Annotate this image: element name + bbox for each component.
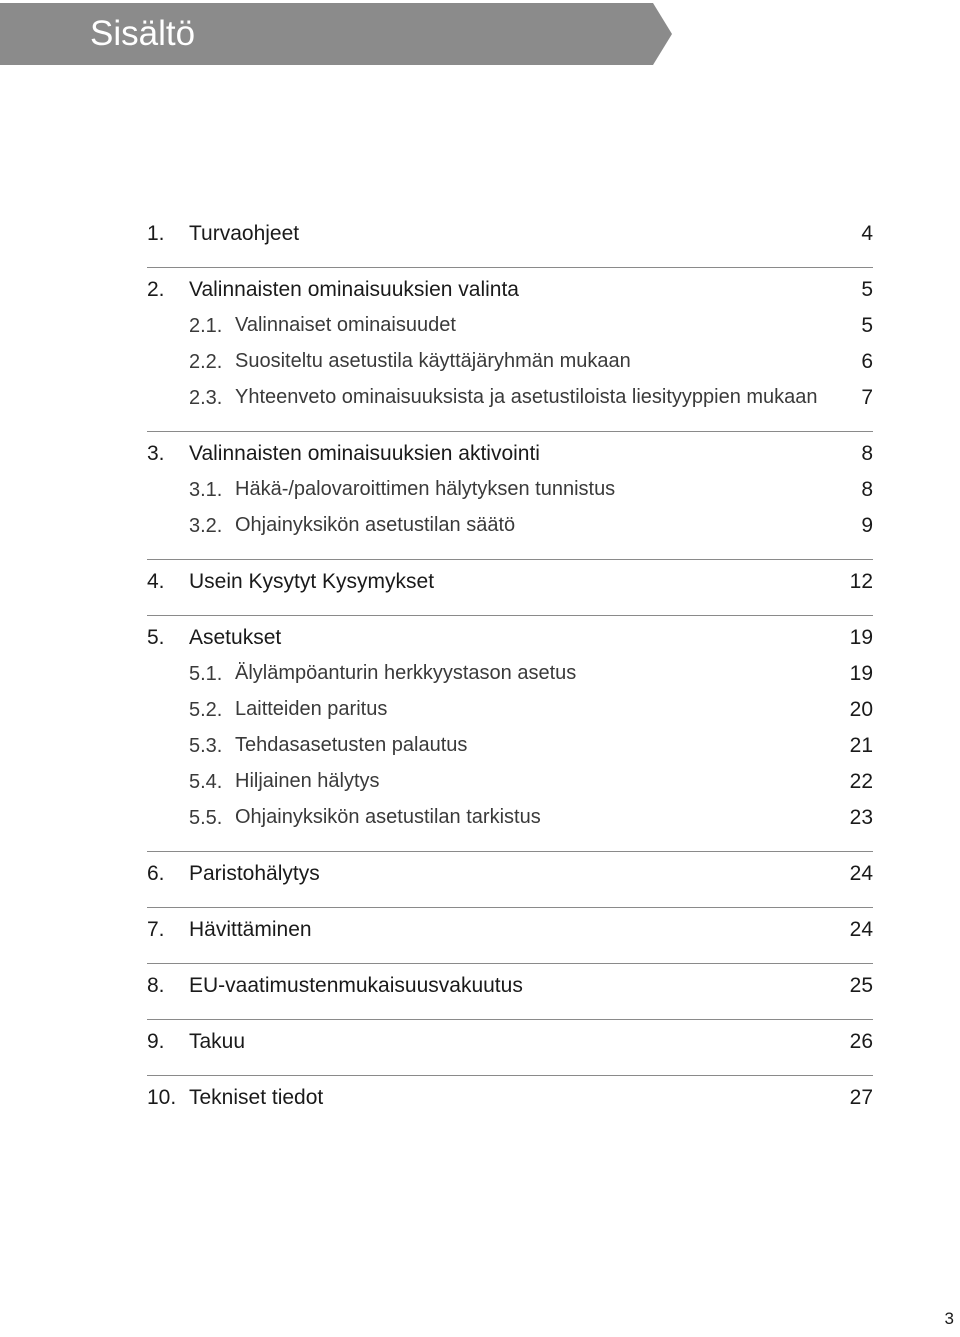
toc-section [147,268,873,432]
toc-entry-number: 8. [147,974,165,997]
toc-entry-number: 6. [147,862,165,885]
toc-subentry[interactable] [147,472,873,508]
toc-subentry-number: 5.5. [189,807,223,829]
toc-subentry-page: 9 [861,514,873,537]
toc-subentry[interactable] [147,764,873,800]
toc-entry-page: 5 [861,278,873,301]
toc-subentry-page: 19 [849,662,873,685]
toc-subentry[interactable] [147,728,873,764]
toc-entry-number: 1. [147,222,165,245]
toc-entry-page: 12 [849,570,873,593]
toc-entry-page: 4 [861,222,873,245]
toc-entry[interactable] [147,968,873,1004]
toc-entry-number: 3. [147,442,165,465]
toc-entry-number: 7. [147,918,165,941]
toc-entry[interactable] [147,620,873,656]
toc-subentry-number: 5.2. [189,699,223,721]
toc-entry[interactable] [147,272,873,308]
toc-subentry-title: Häkä-/palovaroittimen hälytyksen tunnistus [235,478,616,500]
toc-entry-page: 25 [849,974,873,997]
toc-subentry-title: Yhteenveto ominaisuuksista ja asetustiloista liesityyppien mukaan [235,386,818,408]
toc-entry-title: Takuu [189,1030,246,1053]
toc-subentry[interactable] [147,692,873,728]
toc-entry[interactable] [147,216,873,252]
toc-entry-page: 27 [849,1086,873,1109]
toc-subentry-title: Ohjainyksikön asetustilan säätö [235,514,516,536]
toc-entry-number: 4. [147,570,165,593]
toc-entry[interactable] [147,564,873,600]
toc-subentry-page: 20 [849,698,873,721]
toc-entry-number: 9. [147,1030,165,1053]
toc-entry-title: Usein Kysytyt Kysymykset [189,570,435,593]
toc-subentry-title: Laitteiden paritus [235,698,388,720]
toc-subentry-page: 7 [861,386,873,409]
page-number: 3 [944,1309,954,1328]
toc-section [147,1020,873,1076]
toc-subentry-number: 2.1. [189,315,223,337]
toc-entry-page: 24 [849,862,873,885]
toc-section [147,964,873,1020]
toc-entry[interactable] [147,436,873,472]
toc-entry[interactable] [147,1080,873,1116]
toc-entry-title: Turvaohjeet [189,222,300,245]
toc-subentry[interactable] [147,508,873,544]
toc-subentry[interactable] [147,656,873,692]
toc-entry-title: Asetukset [189,626,282,649]
toc-entry-title: Valinnaisten ominaisuuksien aktivointi [189,442,540,465]
toc-section [147,616,873,852]
toc-section [147,852,873,908]
toc-entry[interactable] [147,1024,873,1060]
toc-section [147,1076,873,1131]
toc-entry[interactable] [147,856,873,892]
toc-entry-number: 5. [147,626,165,649]
toc-entry-number: 2. [147,278,165,301]
toc-section [147,560,873,616]
toc-subentry[interactable] [147,344,873,380]
toc-entry-page: 24 [849,918,873,941]
toc-entry-title: Paristohälytys [189,862,320,885]
toc-entry-page: 26 [849,1030,873,1053]
toc-entry-title: Tekniset tiedot [189,1086,324,1109]
toc-subentry-number: 3.2. [189,515,223,537]
toc-entry[interactable] [147,912,873,948]
toc-subentry-page: 21 [849,734,873,757]
toc-subentry-page: 23 [849,806,873,829]
toc-subentry-title: Tehdasasetusten palautus [235,734,468,756]
toc-section [147,908,873,964]
toc-subentry-number: 5.4. [189,771,223,793]
toc-subentry-number: 5.3. [189,735,223,757]
toc-entry-title: Valinnaisten ominaisuuksien valinta [189,278,519,301]
toc-subentry[interactable] [147,800,873,836]
toc-subentry-title: Valinnaiset ominaisuudet [235,314,456,336]
toc-subentry-title: Hiljainen hälytys [235,770,380,792]
toc-entry-number: 10. [147,1086,177,1109]
toc-subentry[interactable] [147,380,873,416]
toc-subentry-page: 6 [861,350,873,373]
toc-subentry-page: 5 [861,314,873,337]
toc-subentry-page: 22 [849,770,873,793]
toc-subentry-page: 8 [861,478,873,501]
toc-subentry[interactable] [147,308,873,344]
toc-entry-title: EU-vaatimustenmukaisuusvakuutus [189,974,523,997]
toc-subentry-number: 5.1. [189,663,223,685]
toc-subentry-title: Ohjainyksikön asetustilan tarkistus [235,806,541,828]
toc-subentry-title: Älylämpöanturin herkkyystason asetus [235,662,577,684]
table-of-contents [147,216,873,1131]
toc-subentry-number: 2.2. [189,351,223,373]
toc-subentry-number: 2.3. [189,387,223,409]
toc-subentry-title: Suositeltu asetustila käyttäjäryhmän mukaan [235,350,631,372]
toc-section [147,216,873,268]
toc-entry-title: Hävittäminen [189,918,312,941]
page-title: Sisältö [90,14,196,53]
toc-entry-page: 8 [861,442,873,465]
toc-entry-page: 19 [849,626,873,649]
toc-section [147,432,873,560]
toc-subentry-number: 3.1. [189,479,223,501]
